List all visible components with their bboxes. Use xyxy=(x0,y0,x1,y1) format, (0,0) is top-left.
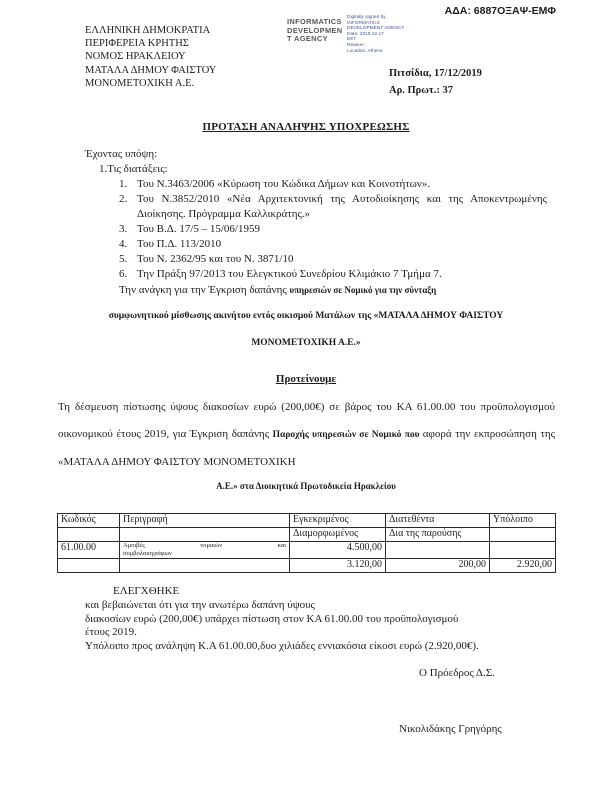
table-header-row xyxy=(58,514,556,528)
org-line-company: ΜΑΤΑΛΑ ΔΗΜΟΥ ΦΑΙΣΤΟΥ xyxy=(85,64,217,76)
verification-line: Υπόλοιπο προς ανάληψη Κ.Α 61.00.00,δυο χιλιάδες εννιακόσια είκοσι ευρώ (2.920,00€). xyxy=(85,639,479,652)
table-cell-empty xyxy=(490,542,556,559)
provision-item xyxy=(119,237,547,252)
signature-stamp-details xyxy=(347,15,417,54)
org-line-country: ΕΛΛΗΝΙΚΗ ΔΗΜΟΚΡΑΤΙΑ xyxy=(85,25,211,36)
protocol-number: Αρ. Πρωτ.: 37 xyxy=(389,84,453,96)
stamp-detail-line: Reason: xyxy=(347,42,365,48)
provision-number: 1. xyxy=(119,178,128,190)
org-line-prefecture: ΝΟΜΟΣ ΗΡΑΚΛΕΙΟΥ xyxy=(85,51,186,63)
stamp-agency-line: INFORMATICS xyxy=(287,17,342,26)
table-cell-approved-initial: 4.500,00 xyxy=(290,542,386,559)
verification-checked: ΕΛΕΓΧΘΗΚΕ xyxy=(113,585,180,597)
description-line2: συμβολαιογράφων xyxy=(123,549,172,557)
org-header xyxy=(85,24,216,90)
org-line-region: ΠΕΡΙΦΕΡΕΙΑ ΚΡΗΤΗΣ xyxy=(85,38,189,50)
stamp-detail-line: DEVELOPMENT AGENCY xyxy=(347,26,405,32)
provision-text: Την Πράξη 97/2013 του Ελεγκτικού Συνεδρίου Κλιμάκιο 7 Τμήμα 7. xyxy=(137,268,442,280)
verification-line: έτους 2019. xyxy=(85,626,137,638)
provision-text: Του Β.Δ. 17/5 – 15/06/1959 xyxy=(137,223,260,235)
document-title: ΠΡΟΤΑΣΗ ΑΝΑΛΗΨΗΣ ΥΠΟΧΡΕΩΣΗΣ xyxy=(202,121,410,133)
table-cell-balance: 2.920,00 xyxy=(490,559,556,573)
table-subheader-row xyxy=(58,528,556,542)
provisions-list xyxy=(119,177,547,282)
table-cell-approved-current: 3.120,00 xyxy=(290,559,386,573)
need-statement-inserted: υπηρεσιών σε Νομικό για την σύνταξη xyxy=(289,285,437,295)
propose-paragraph-lastline: Α.Ε.» στα Διοικητικά Πρωτοδικεία Ηρακλείου xyxy=(216,481,396,491)
table-cell-empty xyxy=(386,542,490,559)
stamp-agency-line: DEVELOPMEN xyxy=(287,25,343,35)
table-subheader-empty xyxy=(490,528,556,542)
provision-text: Του Ν.3463/2006 «Κύρωση του Κώδικα Δήμων και Κοινοτήτων». xyxy=(137,178,431,190)
stamp-detail-line: Digitally signed by xyxy=(347,15,386,20)
stamp-agency-line: T AGENCY xyxy=(287,34,328,43)
propose-seg1: Τη δέσμευση πίστωσης ύψους διακοσίων ευρώ (200,00€) σε βάρος του ΚΑ 61.00.00 του προϋπολογισμού οικονομικού έτους 2019, για Έγκριση δαπάνης xyxy=(58,401,555,440)
table-header-balance: Υπόλοιπο xyxy=(490,514,556,528)
signature-stamp-agency xyxy=(287,18,343,44)
provision-number: 5. xyxy=(119,253,128,265)
provision-number: 4. xyxy=(119,238,128,250)
budget-table xyxy=(57,513,556,573)
signer-name: Νικολιδάκης Γρηγόρης xyxy=(399,723,502,735)
table-subheader-approved: Διαμορφωμένος xyxy=(290,528,386,542)
table-row xyxy=(58,559,556,573)
verification-line: διακοσίων ευρώ (200,00€) υπάρχει πίστωση στον ΚΑ 61.00.00 του προϋπολογισμού xyxy=(85,612,459,625)
propose-paragraph xyxy=(58,394,555,476)
table-subheader-empty xyxy=(120,528,290,542)
ada-number: ΑΔΑ: 6887ΟΞΑΨ-ΕΜΦ xyxy=(444,5,556,17)
table-cell-empty xyxy=(120,559,290,573)
table-subheader-empty xyxy=(58,528,120,542)
provision-text: Του Ν.3852/2010 «Νέα Αρχιτεκτονική της Αυτοδιοίκησης και της Αποκεντρωμένης Διοίκησης. Πρόγραμμα Καλλικράτης.» xyxy=(137,193,547,220)
need-statement-line2: συμφωνητικού μίσθωσης ακινήτου εντός οικισμού Ματάλων της «ΜΑΤΑΛΑ ΔΗΜΟΥ ΦΑΙΣΤΟΥ xyxy=(108,311,504,321)
stamp-detail-line: EET xyxy=(347,37,357,43)
provision-item xyxy=(119,177,547,192)
provision-number: 3. xyxy=(119,223,128,235)
date-protocol-block xyxy=(389,66,482,99)
provision-number: 2. xyxy=(119,193,128,205)
verification-line: και βεβαιώνεται ότι για την ανωτέρω δαπάνη ύψους xyxy=(85,599,315,611)
propose-heading: Προτείνουμε xyxy=(275,373,337,385)
verification-text xyxy=(85,599,555,653)
provision-item xyxy=(119,267,547,282)
provision-number: 6. xyxy=(119,268,128,280)
stamp-detail-line: Location: Athens xyxy=(347,48,383,54)
org-line-company2: ΜΟΝΟΜΕΤΟΧΙΚΗ Α.Ε. xyxy=(85,77,195,89)
table-header-code: Κωδικός xyxy=(58,514,120,528)
provision-text: Του Π.Δ. 113/2010 xyxy=(137,238,222,250)
place-date: Πιτσίδια, 17/12/2019 xyxy=(389,68,482,79)
provision-text: Του Ν. 2362/95 και του Ν. 3871/10 xyxy=(137,253,294,265)
need-statement xyxy=(119,284,555,296)
table-cell-allocated-current: 200,00 xyxy=(386,559,490,573)
need-statement-line3: ΜΟΝΟΜΕΤΟΧΙΚΗ Α.Ε.» xyxy=(251,338,361,348)
provision-item xyxy=(119,192,547,222)
description-line1: Αμοιβές νομικών και xyxy=(123,542,286,549)
table-cell-description xyxy=(120,542,290,559)
stamp-detail-line: INFORMATICS xyxy=(347,20,380,26)
table-subheader-allocated: Δια της παρούσης xyxy=(386,528,490,542)
need-statement-normal: Την ανάγκη για την Έγκριση δαπάνης xyxy=(119,284,290,296)
provision-item xyxy=(119,252,547,267)
propose-seg3: αφορά την εκπροσώπηση της «ΜΑΤΑΛΑ ΔΗΜΟΥ ΦΑΙΣΤΟΥ ΜΟΝΟΜΕΤΟΧΙΚΗ xyxy=(58,428,555,468)
table-header-description: Περιγραφή xyxy=(120,514,290,528)
having-regard: Έχοντας υπόψη: xyxy=(85,148,158,160)
table-cell-code: 61.00.00 xyxy=(58,542,120,559)
propose-seg2-inserted: Παροχής υπηρεσιών σε Νομικό που xyxy=(272,430,423,440)
stamp-detail-line: Date: 2019.12.17 xyxy=(347,31,384,37)
signer-role: Ο Πρόεδρος Δ.Σ. xyxy=(419,667,495,679)
provisions-intro: 1.Τις διατάξεις: xyxy=(99,163,168,175)
table-cell-empty xyxy=(58,559,120,573)
provision-item xyxy=(119,222,547,237)
table-header-allocated: Διατεθέντα xyxy=(386,514,490,528)
table-row xyxy=(58,542,556,559)
table-header-approved: Εγκεκριμένος xyxy=(290,514,386,528)
